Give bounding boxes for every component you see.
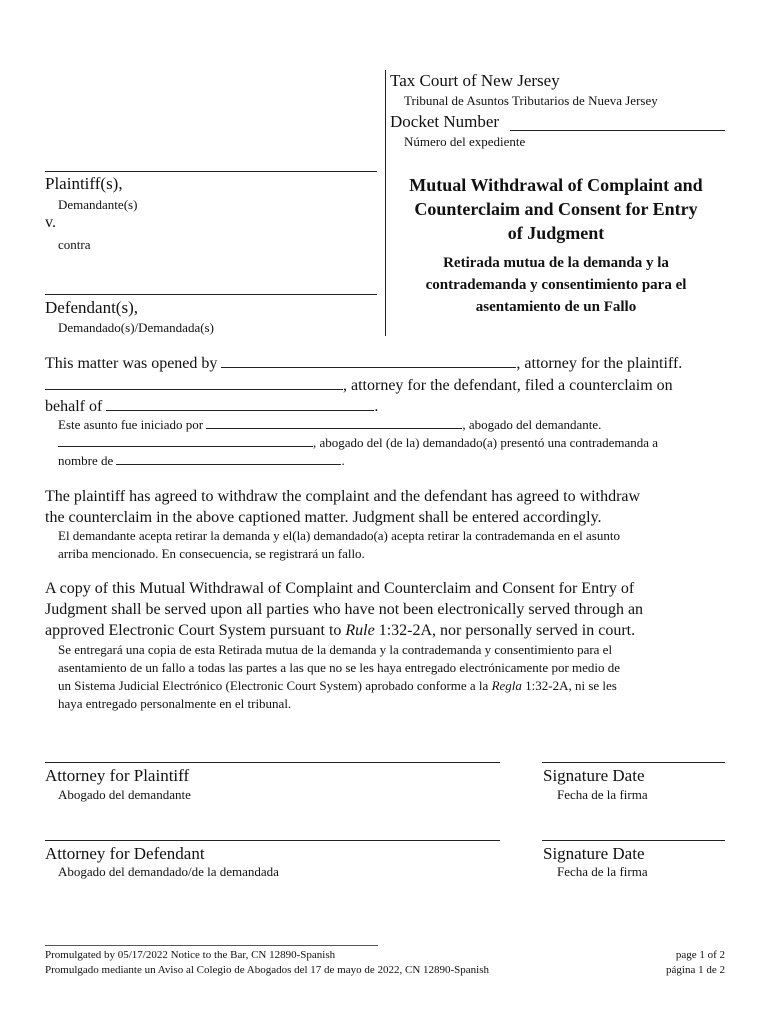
form-title-es-line-1: Retirada mutua de la demanda y la xyxy=(443,255,669,271)
opening-line-1 xyxy=(45,353,682,374)
agreement-line-1: The plaintiff has agreed to withdraw the complaint and the defendant has agreed to withdraw xyxy=(45,488,641,505)
plaintiff-signature-date-label: Signature Date xyxy=(543,766,645,785)
court-name-es: Tribunal de Asuntos Tributarios de Nueva Jersey xyxy=(404,93,658,108)
form-title xyxy=(388,173,724,245)
opening-text-c: , attorney for the defendant, filed a counterclaim on xyxy=(343,377,673,394)
plaintiff-name-field[interactable] xyxy=(45,171,377,172)
opening-es-text-d: nombre de xyxy=(58,453,114,468)
form-title-es xyxy=(388,252,724,318)
plaintiff-signature-date-label-es: Fecha de la firma xyxy=(557,787,648,802)
footer-promulgated-es: Promulgado mediante un Aviso al Colegio de Abogados del 17 de mayo de 2022, CN 12890-Spanish xyxy=(45,964,490,976)
service-line-2: Judgment shall be served upon all parties who have not been electronically served through an xyxy=(45,601,644,618)
opening-es-text-a: Este asunto fue iniciado por xyxy=(58,417,204,432)
form-title-line-1: Mutual Withdrawal of Complaint and xyxy=(409,175,703,195)
footer-right xyxy=(666,948,725,978)
form-title-line-3: of Judgment xyxy=(507,223,605,243)
service-es-line-2: asentamiento de un fallo a todas las partes a las que no se les haya entregado electrónicamente por medio de xyxy=(58,660,621,675)
docket-number-field[interactable] xyxy=(510,130,725,131)
agreement-es-line-2: arriba mencionado. En consecuencia, se registrará un fallo. xyxy=(58,546,365,561)
plaintiff-attorney-signature-field[interactable] xyxy=(45,762,500,763)
form-title-line-2: Counterclaim and Consent for Entry xyxy=(414,199,698,219)
plaintiff-attorney-field-es[interactable] xyxy=(206,418,462,429)
defendant-signature-date-label: Signature Date xyxy=(543,844,645,863)
plaintiff-attorney-field[interactable] xyxy=(221,355,516,368)
opening-line-3 xyxy=(45,396,378,417)
defendant-signature-date-field[interactable] xyxy=(542,840,725,841)
versus-label-es: contra xyxy=(58,237,91,252)
service-es-line-3 xyxy=(58,677,620,695)
opening-es-line-3 xyxy=(58,452,345,470)
opening-line-2 xyxy=(45,375,673,396)
opening-es-line-1 xyxy=(58,416,601,434)
plaintiff-attorney-signature-label: Attorney for Plaintiff xyxy=(45,766,190,785)
versus-label: v. xyxy=(45,214,56,231)
counterclaim-behalf-field[interactable] xyxy=(106,398,374,411)
defendant-label-es: Demandado(s)/Demandada(s) xyxy=(58,320,214,335)
plaintiff-attorney-signature-label-es: Abogado del demandante xyxy=(58,787,191,802)
defendant-attorney-signature-label: Attorney for Defendant xyxy=(45,844,205,863)
defendant-name-field[interactable] xyxy=(45,294,377,295)
service-line-3-b: 1:32-2A, nor personally served in court. xyxy=(374,622,636,639)
opening-text-e: . xyxy=(374,398,379,415)
plaintiff-signature-date-field[interactable] xyxy=(542,762,725,763)
form-title-es-line-2: contrademanda y consentimiento para el xyxy=(425,277,687,293)
docket-label-es: Número del expediente xyxy=(404,134,526,149)
footer-promulgated: Promulgated by 05/17/2022 Notice to the Bar, CN 12890-Spanish xyxy=(45,949,336,961)
defendant-attorney-field[interactable] xyxy=(45,377,343,390)
service-es-line-1: Se entregará una copia de esta Retirada mutua de la demanda y la contrademanda y consentimiento para el xyxy=(58,642,613,657)
service-es-line-3-b: 1:32-2A, ni se les xyxy=(521,678,617,693)
opening-text-b: , attorney for the plaintiff. xyxy=(516,355,683,372)
defendant-attorney-field-es[interactable] xyxy=(58,436,313,447)
court-name: Tax Court of New Jersey xyxy=(390,71,560,90)
opening-es-text-b: , abogado del demandante. xyxy=(462,417,602,432)
service-paragraph-es xyxy=(58,641,620,713)
defendant-attorney-signature-field[interactable] xyxy=(45,840,500,841)
defendant-attorney-signature-label-es: Abogado del demandado/de la demandada xyxy=(58,864,279,879)
defendant-label: Defendant(s), xyxy=(45,298,138,317)
plaintiff-label: Plaintiff(s), xyxy=(45,174,123,193)
opening-es-line-2 xyxy=(58,434,658,452)
opening-es-text-c: , abogado del (de la) demandado(a) presentó una contrademanda a xyxy=(313,435,659,450)
opening-es-text-e: . xyxy=(341,453,345,468)
rule-reference: Rule xyxy=(345,622,375,639)
docket-label: Docket Number xyxy=(390,112,500,131)
form-title-es-line-3: asentamiento de un Fallo xyxy=(475,299,637,315)
agreement-paragraph-es xyxy=(58,527,620,563)
agreement-line-2: the counterclaim in the above captioned matter. Judgment shall be entered accordingly. xyxy=(45,509,602,526)
caption-divider xyxy=(385,70,386,336)
page-number-es: página 1 de 2 xyxy=(666,964,725,976)
page-number: page 1 of 2 xyxy=(675,949,725,961)
plaintiff-label-es: Demandante(s) xyxy=(58,197,138,212)
rule-reference-es: Regla xyxy=(491,678,522,693)
service-line-1: A copy of this Mutual Withdrawal of Complaint and Counterclaim and Consent for Entry of xyxy=(45,580,635,597)
footer-left xyxy=(45,948,489,978)
opening-text-a: This matter was opened by xyxy=(45,355,218,372)
service-line-3-a: approved Electronic Court System pursuant to xyxy=(45,622,346,639)
footer-divider xyxy=(45,945,378,946)
service-line-3 xyxy=(45,620,643,641)
service-es-line-4: haya entregado personalmente en el tribunal. xyxy=(58,696,292,711)
counterclaim-behalf-field-es[interactable] xyxy=(116,454,341,465)
agreement-paragraph xyxy=(45,486,640,528)
service-paragraph xyxy=(45,578,643,641)
service-es-line-3-a: un Sistema Judicial Electrónico (Electronic Court System) aprobado conforme a la xyxy=(58,678,492,693)
defendant-signature-date-label-es: Fecha de la firma xyxy=(557,864,648,879)
opening-text-d: behalf of xyxy=(45,398,103,415)
agreement-es-line-1: El demandante acepta retirar la demanda y el(la) demandado(a) acepta retirar la contrademanda en el asunto xyxy=(58,528,620,543)
